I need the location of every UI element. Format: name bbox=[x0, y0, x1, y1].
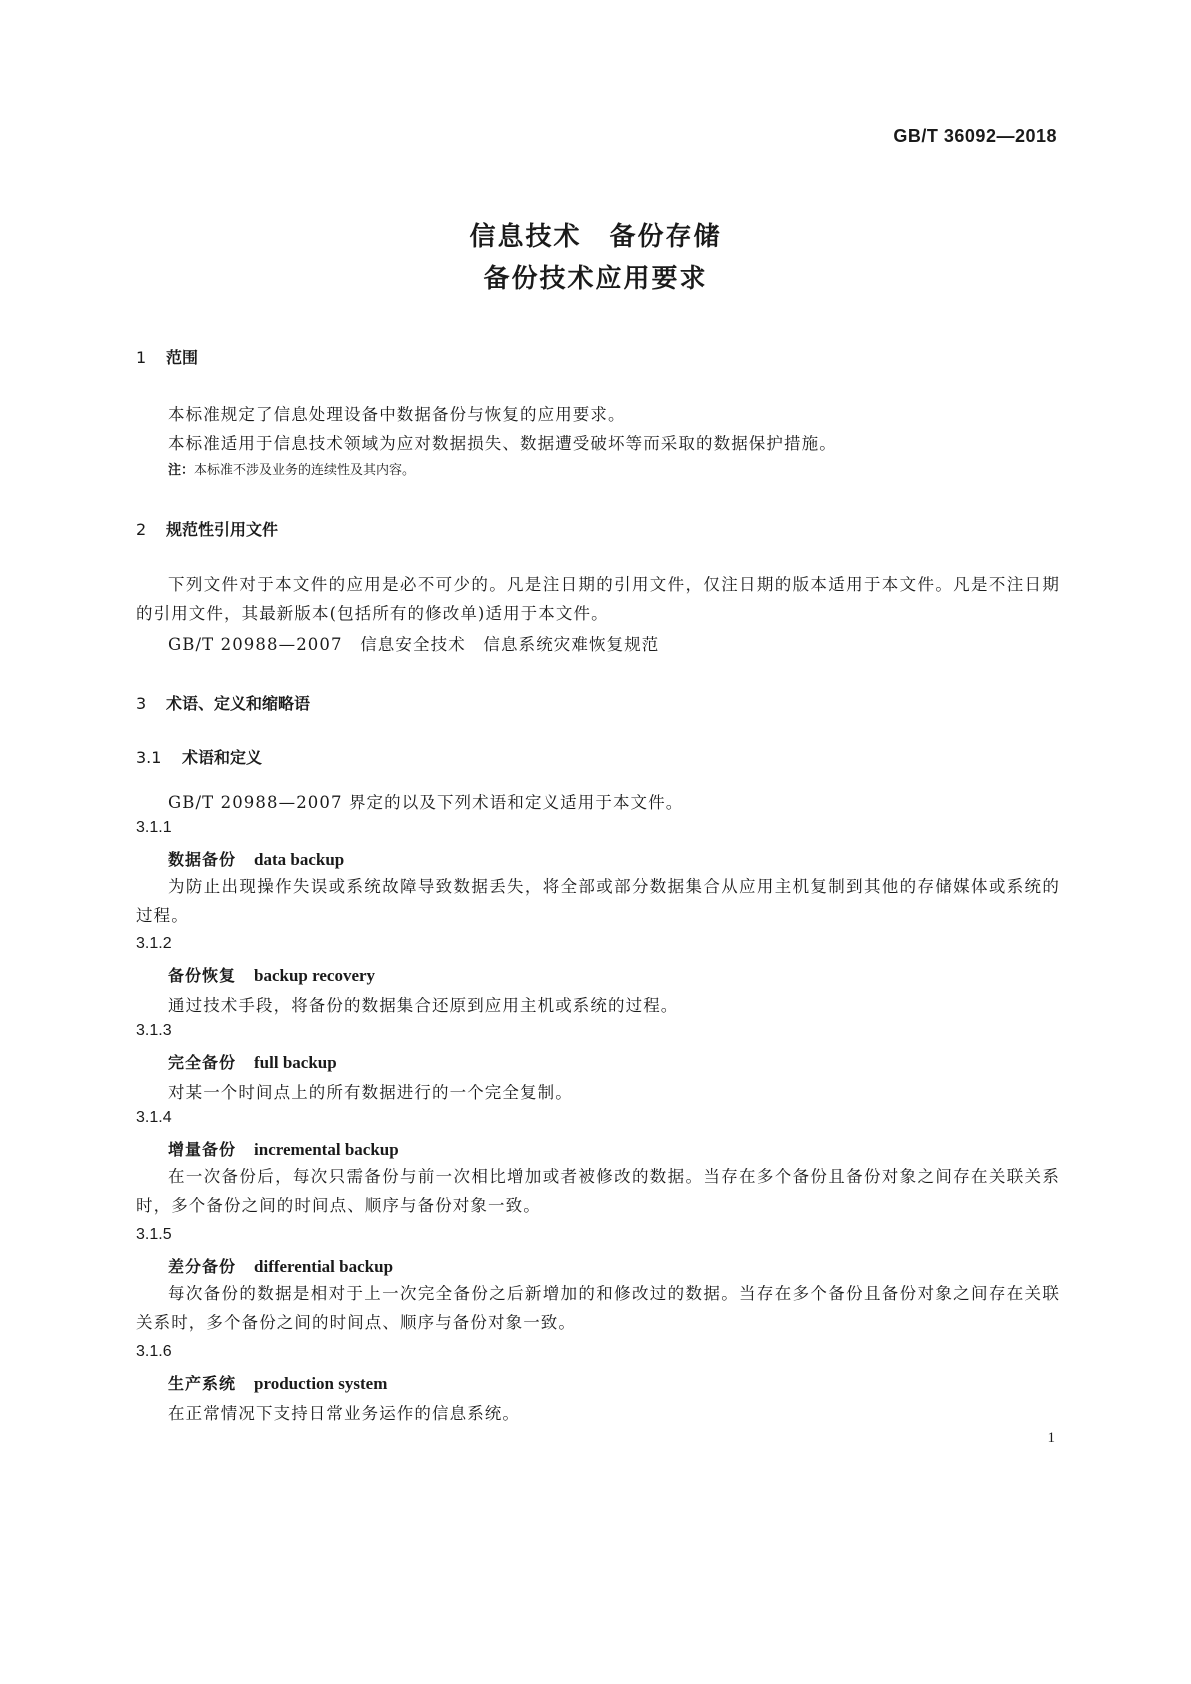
term-heading bbox=[168, 1254, 393, 1277]
section-3-1-heading bbox=[136, 745, 262, 768]
term-definition: 每次备份的数据是相对于上一次完全备份之后新增加的和修改过的数据。当存在多个备份且备份对象之间存在关联关系时，多个备份之间的时间点、顺序与备份对象一致。 bbox=[136, 1284, 1060, 1332]
term-number: 3.1.2 bbox=[136, 935, 172, 952]
term-definition: 在正常情况下支持日常业务运作的信息系统。 bbox=[168, 1404, 520, 1423]
term-heading bbox=[168, 963, 375, 986]
section-title: 术语和定义 bbox=[182, 748, 263, 767]
section-title: 术语、定义和缩略语 bbox=[166, 694, 311, 713]
note-label: 注： bbox=[168, 463, 195, 478]
term-chinese: 数据备份 bbox=[168, 850, 237, 869]
document-title-line2: 备份技术应用要求 bbox=[483, 264, 708, 294]
term-heading bbox=[168, 847, 344, 870]
term-english: full backup bbox=[254, 1053, 337, 1072]
term-english: backup recovery bbox=[254, 966, 376, 985]
term-number: 3.1.1 bbox=[136, 819, 172, 836]
normative-reference: GB/T 20988—2007 信息安全技术 信息系统灾难恢复规范 bbox=[168, 635, 660, 654]
term-chinese: 差分备份 bbox=[168, 1257, 237, 1276]
term-heading bbox=[168, 1050, 337, 1073]
section-number: 3.1 bbox=[136, 748, 162, 767]
term-definition: 对某一个时间点上的所有数据进行的一个完全复制。 bbox=[168, 1083, 573, 1102]
terms-intro: GB/T 20988—2007 界定的以及下列术语和定义适用于本文件。 bbox=[168, 793, 684, 812]
term-number: 3.1.3 bbox=[136, 1022, 172, 1039]
section-title: 范围 bbox=[166, 348, 199, 367]
term-english: production system bbox=[254, 1374, 388, 1393]
term-english: incremental backup bbox=[254, 1140, 399, 1159]
section-2-heading bbox=[136, 517, 278, 540]
section-1-paragraph-1: 本标准规定了信息处理设备中数据备份与恢复的应用要求。 bbox=[168, 405, 626, 424]
note-text: 本标准不涉及业务的连续性及其内容。 bbox=[194, 463, 416, 478]
section-number: 1 bbox=[136, 348, 147, 367]
term-definition: 通过技术手段，将备份的数据集合还原到应用主机或系统的过程。 bbox=[168, 996, 679, 1015]
term-chinese: 生产系统 bbox=[168, 1374, 237, 1393]
standard-code: GB/T 36092—2018 bbox=[893, 126, 1057, 146]
term-english: data backup bbox=[254, 850, 345, 869]
term-chinese: 备份恢复 bbox=[168, 966, 237, 985]
section-3-heading bbox=[136, 691, 310, 714]
term-heading bbox=[168, 1137, 399, 1160]
section-1-note bbox=[168, 459, 415, 478]
term-number: 3.1.6 bbox=[136, 1343, 172, 1360]
section-title: 规范性引用文件 bbox=[166, 520, 279, 539]
page-number: 1 bbox=[1047, 1430, 1055, 1446]
term-definition: 为防止出现操作失误或系统故障导致数据丢失，将全部或部分数据集合从应用主机复制到其他的存储媒体或系统的过程。 bbox=[136, 877, 1060, 925]
section-1-paragraph-2: 本标准适用于信息技术领域为应对数据损失、数据遭受破坏等而采取的数据保护措施。 bbox=[168, 434, 837, 453]
document-title-line1: 信息技术 备份存储 bbox=[469, 222, 722, 252]
term-chinese: 完全备份 bbox=[168, 1053, 237, 1072]
section-2-paragraph: 下列文件对于本文件的应用是必不可少的。凡是注日期的引用文件，仅注日期的版本适用于本文件。凡是不注日期的引用文件，其最新版本(包括所有的修改单)适用于本文件。 bbox=[136, 575, 1060, 623]
term-definition: 在一次备份后，每次只需备份与前一次相比增加或者被修改的数据。当存在多个备份且备份对象之间存在关联关系时，多个备份之间的时间点、顺序与备份对象一致。 bbox=[136, 1167, 1060, 1215]
term-chinese: 增量备份 bbox=[168, 1140, 237, 1159]
section-number: 3 bbox=[136, 694, 147, 713]
term-number: 3.1.5 bbox=[136, 1226, 172, 1243]
section-number: 2 bbox=[136, 520, 147, 539]
section-1-heading bbox=[136, 345, 198, 368]
term-english: differential backup bbox=[254, 1257, 394, 1276]
term-number: 3.1.4 bbox=[136, 1109, 172, 1126]
term-heading bbox=[168, 1371, 387, 1394]
